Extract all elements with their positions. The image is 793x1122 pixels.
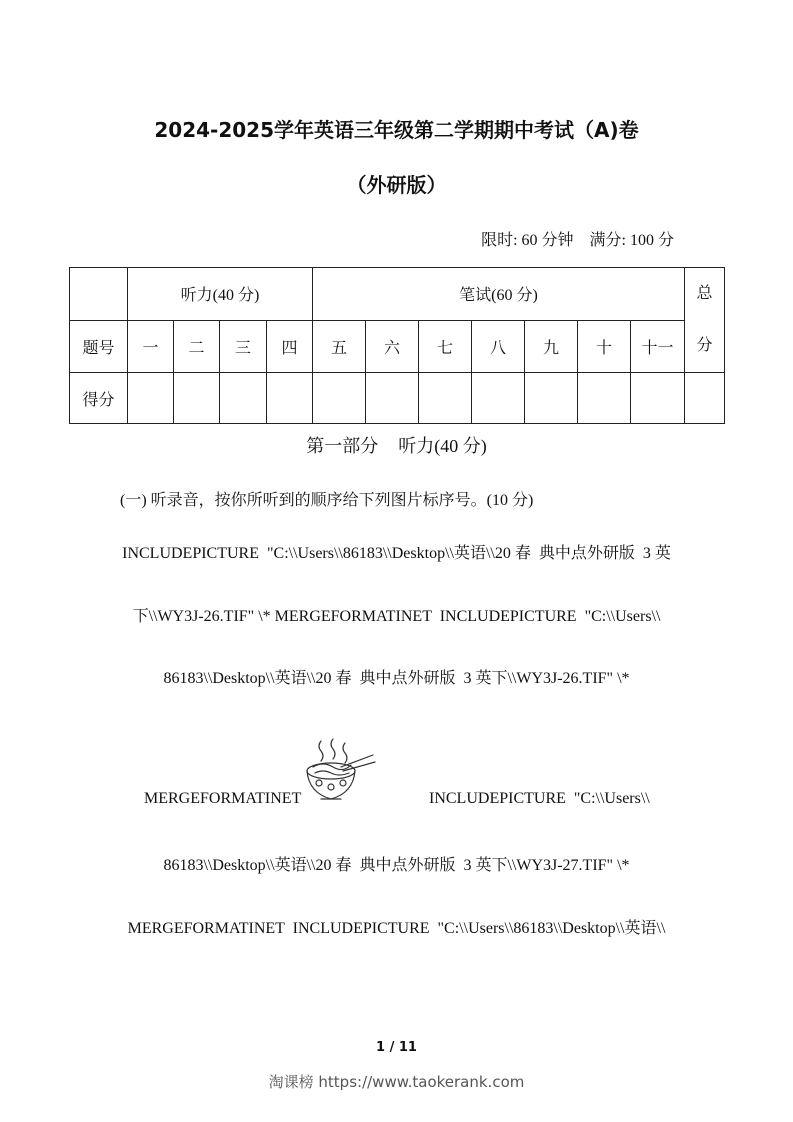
- row-label-number: 题号: [70, 320, 128, 373]
- question-number: 六: [366, 320, 419, 373]
- score-cell[interactable]: [366, 373, 419, 424]
- section-subtitle: 听力(40 分): [398, 436, 487, 456]
- question-number: 十: [578, 320, 631, 373]
- score-cell[interactable]: [220, 373, 267, 424]
- total-header-top: 总: [696, 285, 713, 302]
- score-cell[interactable]: [267, 373, 313, 424]
- field-code-line: 86183\\Desktop\\英语\\20 春 典中点外研版 3 英下\\WY3J-26.TIF" \*: [163, 670, 630, 687]
- page-title: 2024-2025学年英语三年级第二学期期中考试（A)卷: [154, 118, 639, 142]
- question-number: 七: [419, 320, 472, 373]
- score-cell[interactable]: [174, 373, 220, 424]
- section-title: 第一部分: [306, 436, 379, 456]
- footer-watermark: 淘课榜 https://www.taokerank.com: [268, 1073, 525, 1091]
- question-number: 八: [472, 320, 525, 373]
- question-number: 五: [313, 320, 366, 373]
- table-row: [70, 268, 725, 321]
- section-heading: [0, 432, 793, 458]
- score-cell[interactable]: [313, 373, 366, 424]
- score-cell[interactable]: [578, 373, 631, 424]
- question-number: 九: [525, 320, 578, 373]
- empty-cell: [70, 268, 128, 321]
- field-code-line: MERGEFORMATINET: [144, 790, 302, 807]
- table-row: [70, 320, 725, 373]
- writing-header: 笔试(60 分): [313, 268, 685, 321]
- score-cell[interactable]: [128, 373, 174, 424]
- time-limit: 限时: 60 分钟: [481, 232, 574, 249]
- page-number: 1 / 11: [376, 1040, 417, 1055]
- score-cell[interactable]: [472, 373, 525, 424]
- field-code-line: 下\\WY3J-26.TIF" \* MERGEFORMATINET INCLUDEPICTURE "C:\\Users\\: [132, 608, 661, 625]
- page-subtitle: （外研版）: [346, 173, 447, 197]
- question-number: 二: [174, 320, 220, 373]
- field-code-line: INCLUDEPICTURE "C:\\Users\\86183\\Desktop\\英语\\20 春 典中点外研版 3 英: [122, 545, 671, 562]
- score-cell[interactable]: [631, 373, 685, 424]
- listening-header: 听力(40 分): [128, 268, 313, 321]
- question-number: 三: [220, 320, 267, 373]
- question-1-instruction: (一) 听录音，按你所听到的顺序给下列图片标序号。(10 分): [120, 492, 534, 509]
- score-table: [69, 267, 725, 424]
- noodle-bowl-icon: [301, 737, 377, 805]
- field-code-line: 86183\\Desktop\\英语\\20 春 典中点外研版 3 英下\\WY3J-27.TIF" \*: [163, 857, 630, 874]
- full-score: 满分: 100 分: [589, 232, 674, 249]
- question-number: 四: [267, 320, 313, 373]
- field-code-line: MERGEFORMATINET INCLUDEPICTURE "C:\\Users\\86183\\Desktop\\英语\\: [127, 920, 666, 937]
- field-code-line: INCLUDEPICTURE "C:\\Users\\: [429, 790, 650, 807]
- table-row: [70, 373, 725, 424]
- question-number: 一: [128, 320, 174, 373]
- total-header: [685, 268, 725, 373]
- score-cell[interactable]: [419, 373, 472, 424]
- total-header-bottom: 分: [696, 337, 713, 354]
- row-label-score: 得分: [70, 373, 128, 424]
- exam-limits: [481, 227, 674, 250]
- question-number: 十一: [631, 320, 685, 373]
- score-cell[interactable]: [685, 373, 725, 424]
- score-cell[interactable]: [525, 373, 578, 424]
